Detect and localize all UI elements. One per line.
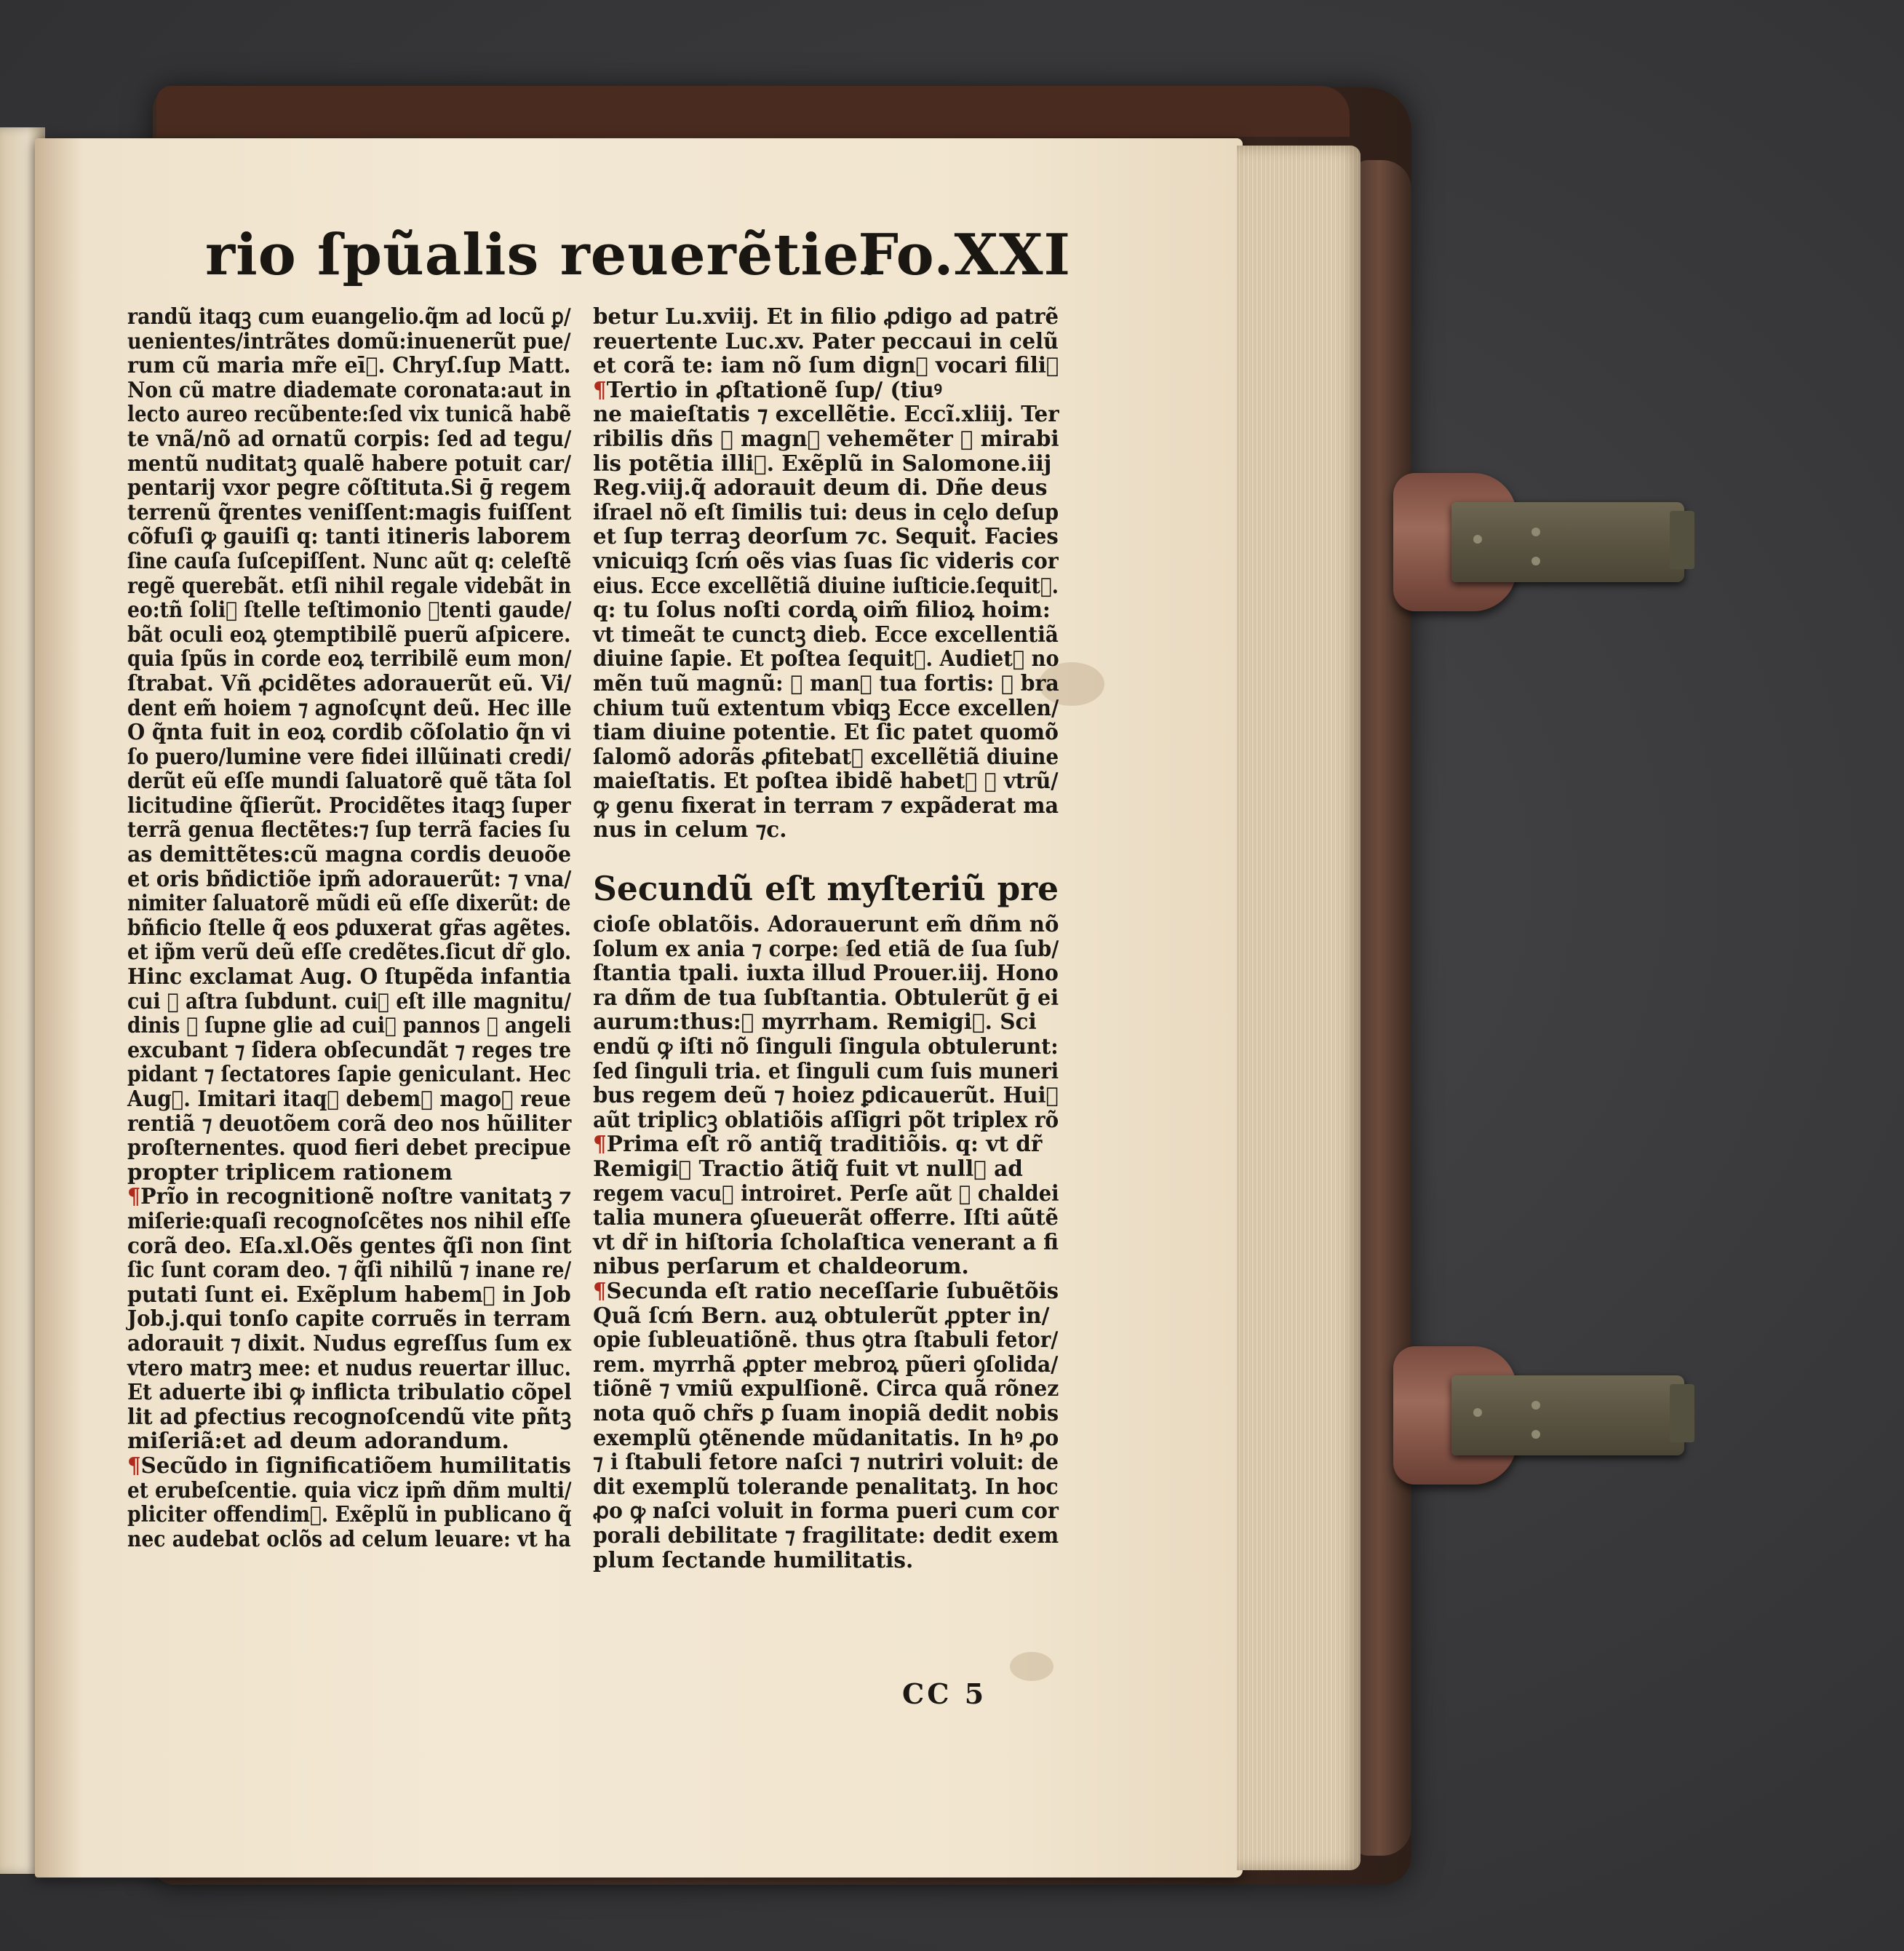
text-line: talia munera ꝯſueuerãt offerre. Iſti aũtẽ <box>593 1204 1059 1231</box>
text-line: ſalomõ adorãs ꝓfitebat᷒ excellẽtiã diuine <box>593 743 1059 769</box>
text-line: vtero matrꝫ mee: et nudus reuertar illuc. <box>127 1354 571 1380</box>
text-line: dinis ⁊ ſupne glie ad cui᷒ pannos ⁊ angeli <box>127 1012 572 1038</box>
text-line: mẽn tuũ magnũ: ⁊ man᷒ tua fortis: ⁊ bra <box>593 669 1059 696</box>
folio-number: Fo.XXI <box>858 222 1071 288</box>
section-spacer <box>593 842 1059 858</box>
text-line-body: Prĩo in recognitionẽ noſtre vanitatꝫ ⁊ <box>140 1183 572 1209</box>
signature-mark: CC 5 <box>902 1677 987 1710</box>
rivet-icon <box>1531 1430 1540 1439</box>
text-line: ꝓo ꝙ naſci voluit in forma pueri cum cor <box>593 1498 1059 1524</box>
text-line: ⁊ i ſtabuli fetore naſci ⁊ nutriri voluit: de <box>593 1449 1059 1475</box>
text-line: ſtantia tpali. iuxta illud Prouer.iij. Hono <box>593 960 1059 986</box>
rivet-icon <box>1531 557 1540 565</box>
text-line: Non cũ matre diademate coronata:aut in <box>127 376 572 402</box>
text-line: ꝙ genu fixerat in terram ⁊ expãderat ma <box>593 792 1059 818</box>
text-line: adorauit ⁊ dixit. Nudus egreſſus ſum ex <box>127 1330 572 1356</box>
text-line: dent em̃ hoiem ⁊ agnoſcunt deũ. Hec ille <box>127 694 572 720</box>
text-line: randũ itaqꝫ cum euangelio.q̃m ad locũ ꝑ/ <box>127 303 571 329</box>
text-line: te vnã/nõ ad ornatũ corpis: ſed ad tegu/ <box>127 425 572 451</box>
text-line: quia ſpũs in corde eoꝝ terribilẽ eum mon/ <box>127 645 572 672</box>
rivet-icon <box>1531 1401 1540 1410</box>
text-line: Et aduerte ibi ꝙ inflicta tribulatio cõpel <box>127 1379 572 1405</box>
clasp-metal-plate <box>1451 1375 1684 1455</box>
text-line: et ip̃m verũ deũ eſſe credẽtes.ſicut dr̃ glo. <box>127 939 572 965</box>
text-line-body: Secunda eſt ratio neceſſarie ſubuẽtõis <box>606 1277 1059 1303</box>
paragraph-mark-icon: ¶ <box>593 1131 607 1157</box>
text-line: vt dr̃ in hiſtoria ſcholaſtica venerant a fi <box>593 1228 1059 1255</box>
text-line: et corã te: iam nõ ſum dign᷒ vocari fili᷒ <box>593 352 1059 378</box>
text-line: terrã genua flectẽtes:⁊ ſup terrã facies ſu <box>127 816 571 843</box>
paragraph-mark-icon: ¶ <box>593 376 607 402</box>
text-line: lis potẽtia illi᷒. Exẽplũ in Salomone.iij <box>593 450 1052 476</box>
text-line-body: Prima eſt rõ antiq̃ traditiõis. q: vt dr̃ <box>606 1131 1043 1157</box>
text-line: tiam diuine potentie. Et ſic patet quomõ <box>593 719 1059 745</box>
text-line: lecto aureo recũbente:ſed vix tunicã habẽ <box>127 401 572 427</box>
text-line: Job.j.qui tonſo capite corruẽs in terram <box>127 1306 571 1332</box>
text-line: maieſtatis. Et poſtea ibidẽ habet᷒ ꝙ vtrũ/ <box>593 768 1059 794</box>
text-line: O q̃nta fuit in eoꝝ cordib᷒ cõſolatio q̃n vi <box>127 719 571 745</box>
text-line: aũt triplicꝫ oblatiõis aſſigri põt triplex rõ <box>593 1106 1059 1132</box>
text-line: ribilis dñs ⁊ magn᷒ vehemẽter ⁊ mirabi <box>593 425 1059 451</box>
clasp-metal-plate <box>1451 502 1684 582</box>
text-line: reuertente Luc.xv. Pater peccaui in celũ <box>593 327 1059 354</box>
text-line: lit ad ꝑfectius recognoſcendũ vite pñtꝫ <box>127 1403 572 1429</box>
text-line: uenientes/intrãtes domũ:inuenerũt pue/ <box>127 327 571 354</box>
text-line: ſolum ex ania ⁊ corpe: ſed etiã de ſua ſub/ <box>593 935 1059 961</box>
text-line <box>593 1277 1059 1303</box>
text-line: chium tuũ extentum vbiqꝫ Ecce excellen/ <box>593 694 1059 720</box>
paper-stain <box>1010 1652 1053 1681</box>
text-line: cõfuſi ꝙ gauiſi q: tanti itineris laborem <box>127 523 571 549</box>
text-line: miſeriã:et ad deum adorandum. <box>127 1428 509 1454</box>
text-line: nec audebat oclõs ad celum leuare: vt ha <box>127 1525 571 1551</box>
text-column-right <box>593 304 1059 1572</box>
text-column-left <box>127 304 571 1551</box>
text-line: Reg.viij.q̃ adorauit deum di. Dñe deus <box>593 474 1048 501</box>
binding-fore-edge-board <box>1353 160 1411 1856</box>
text-line: cui ⁊ aſtra ſubdunt. cui᷒ eſt ille magnitu/ <box>127 988 571 1014</box>
text-line: betur Lu.xviij. Et in filio ꝓdigo ad patrẽ <box>593 303 1059 329</box>
text-column-right-upper <box>593 304 1059 842</box>
clasp-hook <box>1670 511 1694 569</box>
binding-top-edge <box>156 86 1350 137</box>
text-line: ſtrabat. Vñ ꝓcidẽtes adorauerũt eũ. Vi/ <box>127 669 572 696</box>
clasp-hook <box>1670 1384 1694 1442</box>
rivet-icon <box>1473 535 1482 544</box>
text-line: exemplũ ꝯtẽnende mũdanitatis. In hꝰ ꝓo <box>593 1424 1059 1450</box>
text-line: rem. myrrhã ꝓpter mebroꝝ pũeri ꝯſolida/ <box>593 1351 1059 1377</box>
text-line: pidant ⁊ ſectatores ſapie geniculant. Hec <box>127 1061 571 1087</box>
text-line: et ſup terraꝫ deorſum ⁊c. Sequit᷒. Facies <box>593 523 1059 549</box>
text-line: excubant ⁊ ſidera obſecundãt ⁊ reges tre <box>127 1036 571 1062</box>
text-line: bus regem deũ ⁊ hoiez ꝑdicauerũt. Hui᷒ <box>593 1082 1059 1108</box>
text-column-right-lower <box>593 912 1059 1572</box>
text-line: as demittẽtes:cũ magna cordis deuoõe <box>127 841 571 867</box>
text-line <box>127 1452 571 1478</box>
text-line <box>127 1183 572 1209</box>
text-line: ſed ſinguli tria. et ſinguli cum ſuis muneri <box>593 1057 1059 1084</box>
text-line: pentarij vxor pegre cõſtituta.Si ḡ regem <box>127 474 571 501</box>
text-line: mentũ nuditatꝫ qualẽ habere potuit car/ <box>127 450 572 476</box>
text-line: nibus perſarum et chaldeorum. <box>593 1253 969 1279</box>
text-line: ne maieſtatis ⁊ excellẽtie. Eccĩ.xliij. Ter <box>593 401 1059 427</box>
text-line: eius. Ecce excellẽtiã diuine iuſticie.ſequit᷒. <box>593 572 1059 598</box>
text-line: derũt eũ eſſe mundi ſaluatorẽ quẽ tãta ſol <box>127 768 572 794</box>
text-line: nus in celum ⁊c. <box>593 816 787 843</box>
text-line: pliciter offendim᷒. Exẽplũ in publicano q̃ <box>127 1501 572 1527</box>
text-line: ſo puero/lumine vere fidei illũinati credi/ <box>127 743 571 769</box>
text-line-body: Secũdo in ſignificatiõem humilitatis <box>140 1452 571 1478</box>
text-line: bñficio ſtelle q̃ eos ꝑduxerat gr̃as agẽtes. <box>127 914 571 940</box>
text-line: vnicuiqꝫ ſcḿ oẽs vias ſuas ſic videris cor <box>593 547 1059 573</box>
text-line: rum cũ maria mr̃e eī᷒. Chryſ.ſup Matt. <box>127 352 571 378</box>
text-line: et oris bñdictiõe ipm̃ adorauerũt: ⁊ vna/ <box>127 865 572 891</box>
rivet-icon <box>1531 528 1540 536</box>
text-block-fore-edge <box>1237 146 1361 1870</box>
text-line: bãt oculi eoꝝ ꝯtemptibilẽ puerũ aſpicere. <box>127 621 571 647</box>
rivet-icon <box>1473 1408 1482 1417</box>
paragraph-mark-icon: ¶ <box>593 1277 607 1303</box>
text-line: regẽ querebãt. etſi nihil regale videbãt in <box>127 572 572 598</box>
text-line: putati ſunt ei. Exẽplum habem᷒ in Job <box>127 1281 571 1307</box>
text-line: rentiã ⁊ deuotõem corã deo nos hũiliter <box>127 1110 572 1136</box>
text-line: Quã ſcḿ Bern. auꝝ obtulerũt ꝓpter in/ <box>593 1302 1050 1328</box>
text-line-body: Tertio in ꝓſtationẽ ſup/ (tiuꝰ <box>606 376 942 402</box>
text-line <box>593 378 1059 402</box>
text-line: Aug᷒. Imitari itaqꝫ debem᷒ magoꝝ reue <box>127 1086 571 1111</box>
text-line: propter triplicem rationem <box>127 1159 453 1185</box>
text-line: ſine cauſa ſuſcepiſſent. Nunc aũt q: celeſtẽ <box>127 547 572 573</box>
text-line: proſternentes. quod fieri debet precipue <box>127 1135 572 1161</box>
text-line: terrenũ q̃rentes veniſſent:magis fuiſſent <box>127 498 572 525</box>
text-line: regem vacu᷒ introiret. Perſe aũt ⁊ chaldei <box>593 1180 1059 1206</box>
text-line: diuine ſapie. Et poſtea ſequit᷒. Audiet᷒ no <box>593 645 1059 672</box>
text-line: Hinc exclamat Aug. O ſtupẽda infantia <box>127 963 572 990</box>
section-heading: Secundũ eſt myſteriũ pre <box>593 869 1059 909</box>
text-line: nimiter ſaluatorẽ mũdi eũ eſſe dixerũt: de <box>127 890 571 916</box>
text-line: vt timeãt te cunctꝫ dieb᷒. Ecce excellentiã <box>593 621 1059 647</box>
running-head-title: rio ſpũalis reuerẽtie. <box>205 222 880 288</box>
text-line: nota quõ chr̃s ꝑ ſuam inopiã dedit nobis <box>593 1399 1059 1426</box>
text-line: q: tu ſolus noſti corda oim̃ filioꝝ hoim: <box>593 597 1051 623</box>
text-line: et erubeſcentie. quia vicz ipm̃ dñm multi/ <box>127 1477 572 1503</box>
text-line: corã deo. Eſa.xl.Oẽs gentes q̃ſi non ſint <box>127 1232 572 1258</box>
text-line: licitudine q̃ſierũt. Procidẽtes itaqꝫ ſuper <box>127 792 571 818</box>
text-line: tiõnẽ ⁊ vmiũ expulſionẽ. Circa quã rõnez <box>593 1375 1059 1402</box>
book-clasp-lower <box>1393 1332 1699 1492</box>
text-line: ra dñm de tua ſubſtantia. Obtulerũt ḡ ei <box>593 984 1059 1010</box>
book-clasp-upper <box>1393 458 1699 619</box>
text-line: opie ſubleuatiõnẽ. thus ꝯtra ſtabuli fetor/ <box>593 1327 1059 1353</box>
text-line: iſrael nõ eſt ſimilis tui: deus in celo deſup <box>593 498 1059 525</box>
text-line: miſerie:quaſi recognoſcẽtes nos nihil eſſe <box>127 1207 571 1233</box>
text-line: aurum:thus:⁊ myrrham. Remigi᷒. Sci <box>593 1009 1037 1035</box>
paragraph-mark-icon: ¶ <box>127 1183 141 1209</box>
text-line: cioſe oblatõis. Adorauerunt em̃ dñm nõ <box>593 911 1059 937</box>
text-line: ſic ſunt coram deo. ⁊ q̃ſi nihilũ ⁊ inane re/ <box>127 1257 572 1283</box>
text-line: porali debilitate ⁊ fragilitate: dedit exem <box>593 1522 1059 1548</box>
text-line: Remigi᷒ Tractio ãtiq̃ fuit vt null᷒ ad <box>593 1156 1023 1181</box>
paragraph-mark-icon: ¶ <box>127 1452 141 1478</box>
text-line: dit exemplũ tolerande penalitatꝫ. In hoc <box>593 1473 1059 1499</box>
text-line <box>593 1132 1059 1156</box>
text-line: plum ſectande humilitatis. <box>593 1546 914 1573</box>
text-line: endũ ꝙ iſti nõ ſinguli ſingula obtulerunt: <box>593 1033 1059 1060</box>
running-head <box>205 222 1071 302</box>
text-line: eo:tñ ſoli᷒ ſtelle teſtimonio ꝯtenti gaude/ <box>127 597 572 623</box>
